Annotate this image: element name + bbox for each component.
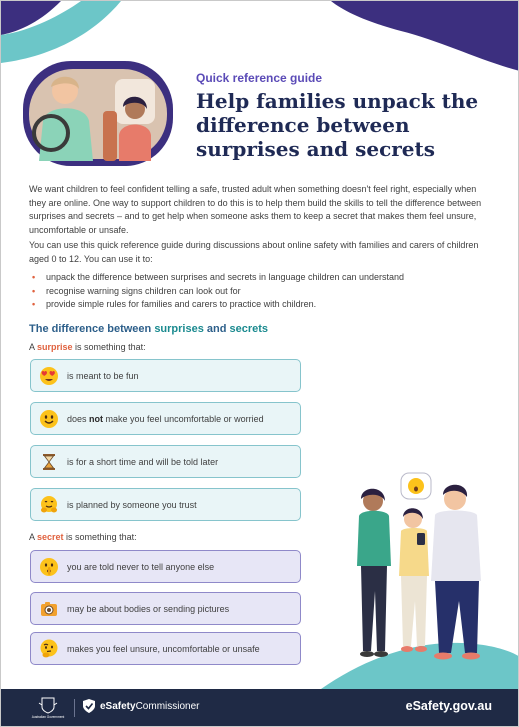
shushing-emoji-icon [31,551,67,582]
secret-card [30,632,301,665]
esafety-commissioner-brand: eSafetyCommissioner [100,701,200,712]
website-link[interactable]: eSafety.gov.au [405,699,492,713]
footer-divider [74,699,75,717]
bullet-item [29,298,489,312]
secret-text: you are told never to tell anyone else [67,561,215,572]
intro-paragraph-2: You can use this quick reference guide during discussions about online safety with families and carers of children aged 0 to 12. You can use it to: [29,240,479,264]
surprise-card [30,488,301,521]
bullet-item [29,285,489,299]
family-illustration [331,471,519,666]
bullet-text: provide simple rules for families and carers to practice with children. [46,299,317,309]
secret-card [30,550,301,583]
top-right-purple-blob [331,1,519,71]
bullet-dot-icon: • [32,299,36,309]
camera-icon [31,593,67,624]
secret-label: A secret is something that: [29,532,137,542]
surprise-label: A surprise is something that: [29,342,146,352]
intro-paragraph-1: We want children to feel confident telling a safe, trusted adult when something doesn't feel right, especially when they are online. One way to support children to do this is to help them build the skills to tell the difference between surprises and secrets – and to get help when someone asks them to keep a secret that makes them feel unsure, uncomfortable or unsafe. [29,184,482,235]
surprise-text: is meant to be fun [67,370,139,381]
secret-text: may be about bodies or sending pictures [67,603,230,614]
bullet-dot-icon: • [32,285,36,296]
bullet-dot-icon: • [32,272,36,282]
surprise-text: does not make you feel uncomfortable or worried [67,413,264,424]
eyebrow-label: Quick reference guide [196,71,323,85]
bullet-item [29,271,489,285]
usage-bullet-list [29,271,489,312]
thinking-emoji-icon [31,633,67,664]
surprise-card [30,445,301,478]
bullet-text: unpack the difference between surprises and secrets in language children can understand [46,272,405,282]
esafety-logo-icon [81,698,97,714]
svg-text:Australian Government: Australian Government [31,715,65,719]
heart-eyes-emoji-icon [31,360,67,391]
secret-card [30,592,301,625]
section-heading: The difference between surprises and secrets [29,323,269,335]
secret-text: makes you feel unsure, uncomfortable or unsafe [67,643,260,654]
hourglass-icon [31,446,67,477]
hugging-emoji-icon [31,489,67,520]
surprise-text: is for a short time and will be told later [67,456,219,467]
bullet-text: recognise warning signs children can look out for [46,285,241,296]
smiley-emoji-icon [31,403,67,434]
surprise-card [30,359,301,392]
surprise-card [30,402,301,435]
page-title: Help families unpack the difference between surprises and secrets [196,89,479,161]
car-illustration [23,61,173,166]
surprise-text: is planned by someone you trust [67,499,197,510]
australian-government-crest-icon [31,697,65,719]
